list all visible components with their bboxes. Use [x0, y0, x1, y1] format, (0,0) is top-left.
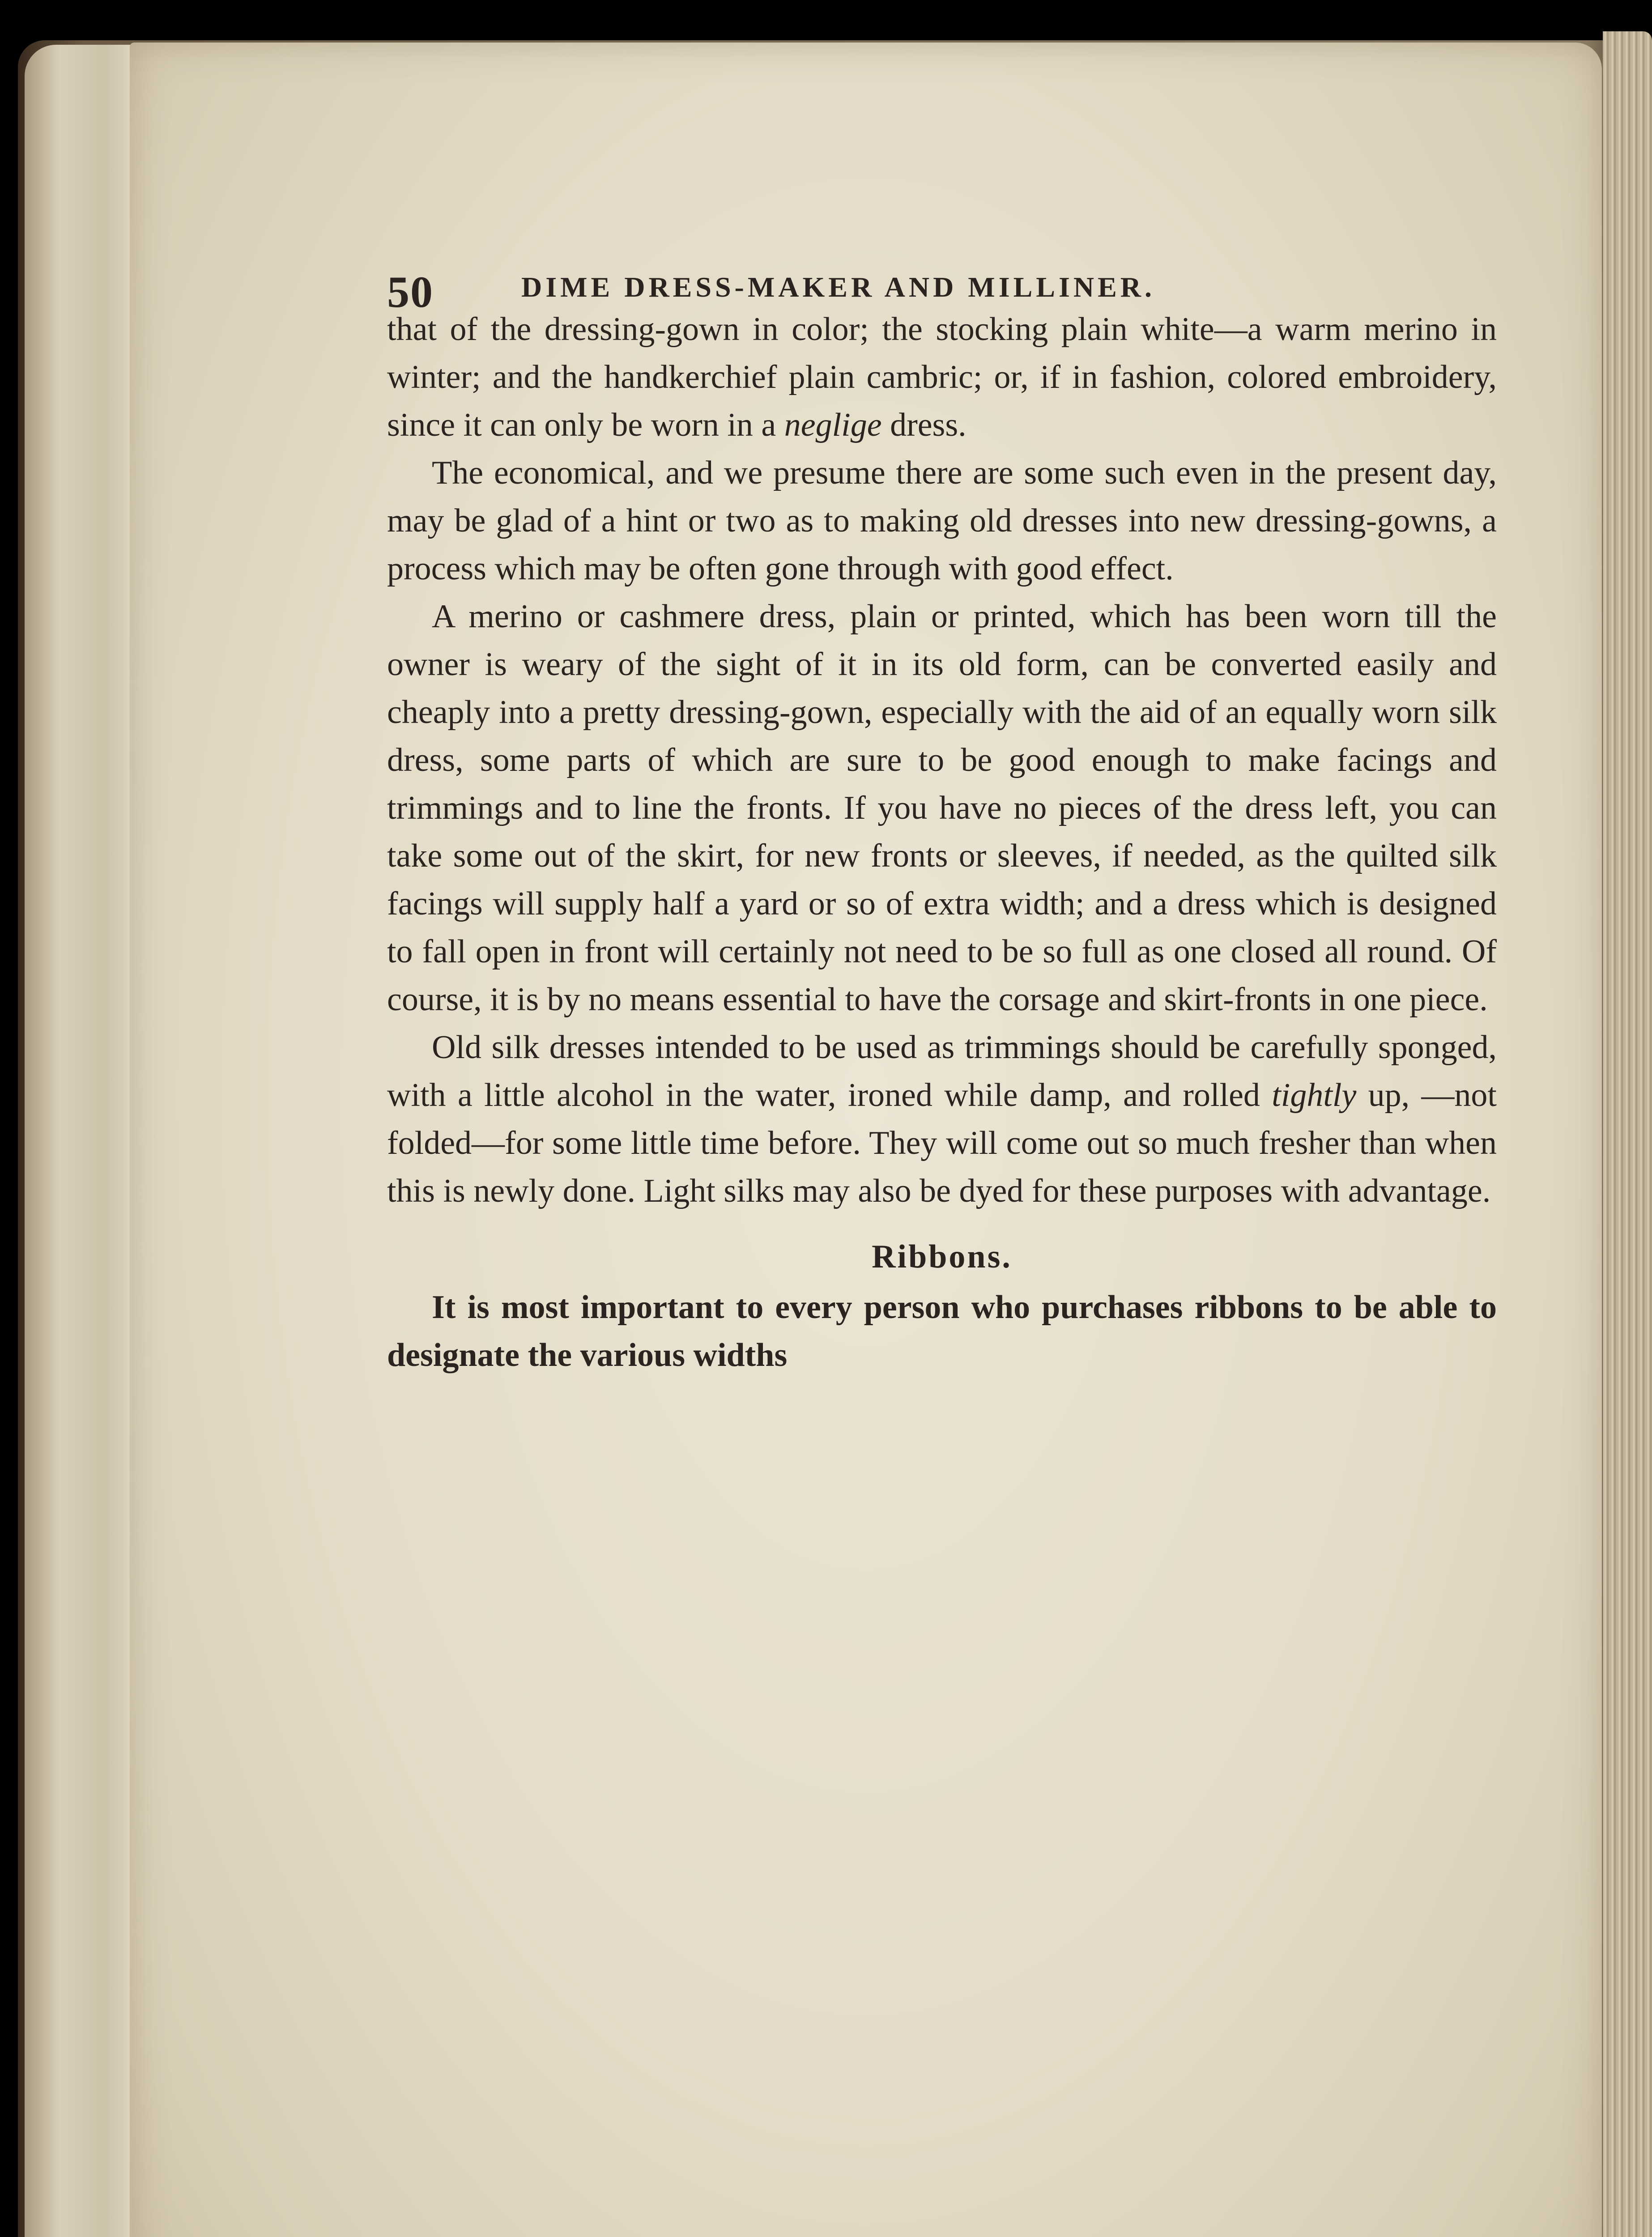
page-paper	[130, 43, 1602, 2237]
text-block	[387, 226, 1497, 1379]
paragraph-1-tail: dress.	[881, 407, 967, 443]
page-edge-stack	[1603, 31, 1652, 2237]
paragraph-4-text: Old silk dresses intended to be used as trimmings should be carefully sponged, with a little alcohol in the water, ironed while damp, and rolled	[387, 1029, 1497, 1114]
paragraph-4-tail: up, —not folded—for some little time before. They will come out so much fresher than when this is newly done. Light silks may also be dyed for these purposes with advantage.	[387, 1077, 1497, 1209]
section-heading: Ribbons.	[872, 1238, 1012, 1275]
section-paragraph: It is most important to every person who purchases ribbons to be able to designate the various widths	[387, 1289, 1497, 1374]
paragraph-4-italic: tightly	[1272, 1077, 1357, 1114]
book-binding	[25, 45, 141, 2237]
paragraph-1-italic: neglige	[784, 407, 882, 443]
paragraph-3: A merino or cashmere dress, plain or printed, which has been worn till the owner is weary of the sight of it in its old form, can be converted easily and cheaply into a pretty dressing-gown, especially with the aid of an equally worn silk dress, some parts of which are sure to be good enough to make facings and trimmings and to line the fronts. If you have no pieces of the dress left, you can take some out of the skirt, for new fronts or sleeves, if needed, as the quilted silk facings will supply half a yard or so of extra width; and a dress which is designed to fall open in front will certainly not need to be so full as one closed all round. Of course, it is by no means essential to have the corsage and skirt-fronts in one piece.	[387, 598, 1497, 1018]
paragraph-4	[387, 1024, 1497, 1215]
running-head	[387, 226, 1497, 317]
running-head-title: DIME DRESS-MAKER AND MILLINER.	[521, 271, 1155, 303]
paragraph-1	[387, 306, 1497, 449]
page-number: 50	[387, 267, 434, 317]
body-text	[387, 306, 1497, 1379]
paragraph-2: The economical, and we presume there are some such even in the present day, may be glad of a hint or two as to making old dresses into new dressing-gowns, a process which may be often gone through with good effect.	[387, 455, 1497, 587]
paragraph-1-text: that of the dressing-gown in color; the stocking plain white—a warm merino in winter; and the handkerchief plain cambric; or, if in fashion, colored embroidery, since it can only be worn in a	[387, 311, 1497, 443]
